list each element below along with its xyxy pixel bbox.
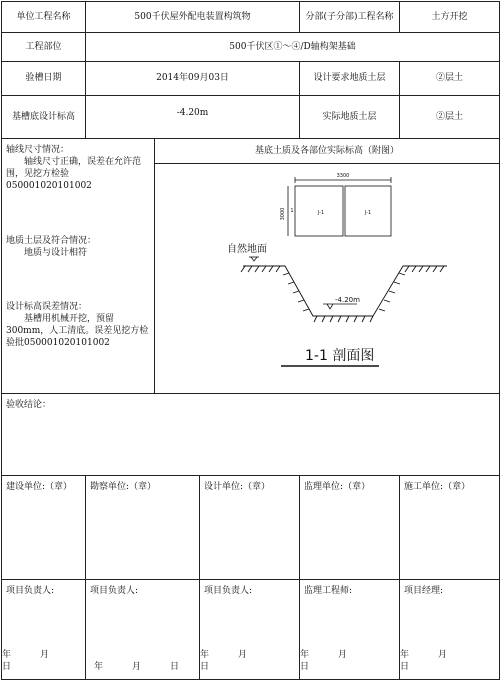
sub-project-label: 分部(子分部)工程名称 (300, 2, 400, 33)
plan-left-label: 1 (290, 208, 294, 214)
inspection-record-sheet (1, 1, 499, 672)
hatch-bottom (314, 316, 373, 322)
signoff-unit-row (2, 476, 500, 580)
hatch-left-ground (241, 266, 280, 272)
figure-title: 基底土质及各部位实际标高（附图） (155, 139, 499, 164)
signoff-date-4: 年 月 日 (400, 649, 477, 672)
header-row-3 (2, 62, 500, 96)
record-table (1, 1, 500, 680)
conclusion-cell (2, 394, 500, 476)
required-soil-label: 设计要求地质土层 (300, 62, 400, 96)
signoff-person-cell-1 (86, 580, 200, 680)
hatch-right-slope (379, 273, 405, 311)
header-row-2 (2, 33, 500, 62)
plan-view (288, 177, 391, 236)
signoff-unit-0: 建设单位:（章） (2, 476, 86, 580)
plan-block-right-label: J-1 (364, 210, 372, 216)
inspect-date-value: 2014年09月03日 (86, 62, 300, 96)
elev-title: 设计标高误差情况： (6, 301, 88, 312)
signoff-person-1: 项目负责人: (90, 586, 139, 596)
plan-block-left-label: J-1 (317, 210, 325, 216)
signoff-person-cell-2 (200, 580, 300, 680)
signoff-unit-4: 施工单位:（章） (400, 476, 500, 580)
elevation-label: -4.20m (335, 296, 360, 304)
unit-project-label: 单位工程名称 (2, 2, 86, 33)
axis-text: 轴线尺寸正确，误差在允许范围，见挖方检验050001020101002 (6, 157, 142, 192)
actual-soil-label: 实际地质土层 (300, 96, 400, 139)
inspect-date-label: 验槽日期 (2, 62, 86, 96)
signoff-person-row (2, 580, 500, 680)
actual-soil-value: ②层土 (400, 96, 500, 139)
signoff-unit-3: 监理单位:（章） (300, 476, 400, 580)
soil-title: 地质土层及符合情况： (6, 235, 97, 246)
header-row-4 (2, 96, 500, 139)
signoff-person-0: 项目负责人: (6, 586, 55, 596)
elevation-marker-triangle (327, 304, 333, 309)
excavation-outline (243, 266, 447, 316)
plan-width-label: 3300 (336, 173, 350, 179)
excavation-profile (241, 266, 447, 322)
unit-project-value: 500千伏屋外配电装置构筑物 (86, 2, 300, 33)
signoff-unit-2: 设计单位:（章） (200, 476, 300, 580)
signoff-unit-1: 勘察单位:（章） (86, 476, 200, 580)
detail-row (2, 139, 500, 394)
section-title: 1-1 剖面图 (305, 348, 375, 364)
plan-height-label: 3000 (280, 207, 286, 221)
required-soil-value: ②层土 (400, 62, 500, 96)
header-row-1 (2, 2, 500, 33)
signoff-person-4: 项目经理: (404, 586, 444, 596)
signoff-person-2: 项目负责人: (204, 586, 253, 596)
signoff-person-cell-4 (400, 580, 500, 680)
signoff-date-1: 年 月 日 (93, 661, 189, 672)
hatch-right-ground (405, 266, 444, 272)
design-elev-label: 基槽底设计标高 (2, 96, 86, 139)
ground-label: 自然地面 (227, 244, 267, 255)
elevation-marker (323, 304, 357, 309)
detail-figure-panel (155, 139, 500, 394)
design-elev-value: -4.20m (86, 96, 300, 139)
ground-marker-triangle (251, 257, 257, 261)
ground-marker (249, 257, 259, 261)
soil-text: 地质与设计相符 (24, 247, 88, 258)
signoff-date-3: 年 月 日 (300, 649, 377, 672)
conclusion-row (2, 394, 500, 476)
detail-left-panel (2, 139, 155, 394)
section-drawing (155, 164, 498, 388)
hatch-left-slope (283, 273, 309, 311)
location-label: 工程部位 (2, 33, 86, 62)
signoff-date-0: 年 月 日 (2, 649, 79, 672)
signoff-person-cell-3 (300, 580, 400, 680)
location-value: 500千伏区①～④/D轴构架基础 (86, 33, 500, 62)
figure-area (155, 164, 499, 388)
signoff-date-2: 年 月 日 (200, 649, 277, 672)
sub-project-value: 土方开挖 (400, 2, 500, 33)
signoff-person-3: 监理工程师: (304, 586, 353, 596)
axis-title: 轴线尺寸情况： (6, 145, 70, 155)
elev-text: 基槽用机械开挖，预留300mm，人工清底。误差见挖方检验批050001020101002 (6, 313, 149, 349)
signoff-person-cell-0 (2, 580, 86, 680)
conclusion-label: 验收结论： (6, 400, 52, 410)
